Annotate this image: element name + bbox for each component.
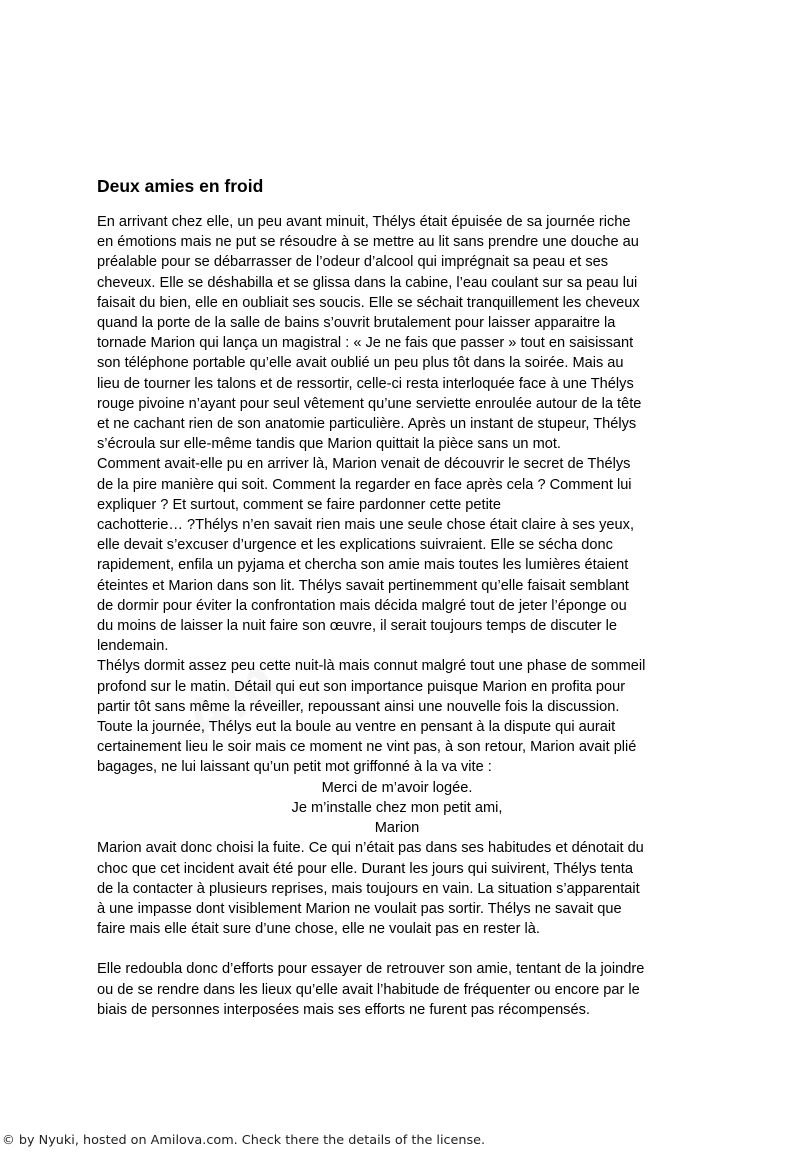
text-line: biais de personnes interposées mais ses efforts ne furent pas récompensés. (97, 1001, 590, 1018)
text-line: en émotions mais ne put se résoudre à se mettre au lit sans prendre une douche au (97, 234, 639, 251)
text-line: tornade Marion qui lança un magistral : « Je ne fais que passer » tout en saisissant (97, 335, 634, 352)
text-line: elle devait s’excuser d’urgence et les explications suivraient. Elle se sécha donc (97, 537, 613, 554)
text-line: faisait du bien, elle en oubliait ses soucis. Elle se séchait tranquillement les cheveux (97, 294, 640, 311)
text-line: de la pire manière qui soit. Comment la regarder en face après cela ? Comment lui (97, 476, 632, 493)
text-line: Elle redoubla donc d’efforts pour essayer de retrouver son amie, tentant de la joindre (97, 961, 645, 978)
license-footer: © by Nyuki, hosted on Amilova.com. Check there the details of the license. (2, 1133, 486, 1148)
text-line: préalable pour se débarrasser de l’odeur d’alcool qui imprégnait sa peau et ses (97, 254, 609, 271)
page-title: Deux amies en froid (97, 176, 264, 196)
text-line: certainement lieu le soir mais ce moment ne vint pas, à son retour, Marion avait plié (97, 739, 637, 756)
text-line: Marion avait donc choisi la fuite. Ce qui n’était pas dans ses habitudes et dénotait du (97, 840, 644, 857)
text-line: partir tôt sans même la réveiller, repoussant ainsi une nouvelle fois la discussion. (97, 698, 620, 715)
text-line: Marion (374, 820, 420, 837)
text-line: choc que cet incident avait été pour elle. Durant les jours qui suivirent, Thélys tenta (97, 860, 633, 877)
document-page (97, 174, 709, 1020)
text-line: à une impasse dont visiblement Marion ne voulait pas sortir. Thélys ne savait que (97, 900, 622, 917)
text-line: et ne cachant rien de son anatomie particulière. Après un instant de stupeur, Thélys (97, 416, 637, 433)
text-line: Je m’installe chez mon petit ami, (291, 799, 503, 816)
text-line: Merci de m’avoir logée. (321, 779, 473, 796)
text-line: son téléphone portable qu’elle avait oublié un peu plus tôt dans la soirée. Mais au (97, 355, 624, 372)
text-line: profond sur le matin. Détail qui eut son importance puisque Marion en profita pour (97, 678, 626, 695)
paragraph-gap (97, 939, 709, 959)
text-line: lieu de tourner les talons et de ressortir, celle-ci resta interloquée face à une Thélys (97, 375, 634, 392)
text-line: s’écroula sur elle-même tandis que Marion quittait la pièce sans un mot. (97, 436, 561, 453)
text-line: Toute la journée, Thélys eut la boule au ventre en pensant à la dispute qui aurait (97, 719, 616, 736)
story-paragraphs (97, 212, 709, 778)
text-line: lendemain. (97, 638, 169, 655)
text-line: cheveux. Elle se déshabilla et se glissa dans la cabine, l’eau coulant sur sa peau lui (97, 274, 638, 291)
text-line: éteintes et Marion dans son lit. Thélys savait pertinemment qu’elle faisait semblant (97, 577, 629, 594)
text-line: de dormir pour éviter la confrontation mais décida malgré tout de jeter l’éponge ou (97, 597, 627, 614)
text-line: cachotterie… ?Thélys n’en savait rien mais une seule chose était claire à ses yeux, (97, 517, 634, 534)
text-line: rapidement, enfila un pyjama et chercha son amie mais toutes les lumières étaient (97, 557, 629, 574)
story-paragraphs-after-note (97, 838, 709, 939)
text-line: Comment avait-elle pu en arriver là, Marion venait de découvrir le secret de Thélys (97, 456, 631, 473)
story-body (97, 212, 709, 1020)
story-final-paragraph (97, 959, 709, 1020)
text-line: expliquer ? Et surtout, comment se faire pardonner cette petite (97, 496, 501, 513)
text-line: rouge pivoine n’ayant pour seul vêtement qu’une serviette enroulée autour de la tête (97, 395, 642, 412)
text-line: quand la porte de la salle de bains s’ouvrit brutalement pour laisser apparaitre la (97, 315, 616, 332)
text-line: bagages, ne lui laissant qu’un petit mot griffonné à la va vite : (97, 759, 492, 776)
handwritten-note (97, 778, 709, 839)
text-line: de la contacter à plusieurs reprises, mais toujours en vain. La situation s’apparentait (97, 880, 640, 897)
text-line: ou de se rendre dans les lieux qu’elle avait l’habitude de fréquenter ou encore par le (97, 981, 640, 998)
text-line: du moins de laisser la nuit faire son œuvre, il serait toujours temps de discuter le (97, 618, 617, 635)
text-line: faire mais elle était sure d’une chose, elle ne voulait pas en rester là. (97, 921, 540, 938)
text-line: En arrivant chez elle, un peu avant minuit, Thélys était épuisée de sa journée riche (97, 214, 631, 230)
text-line: Thélys dormit assez peu cette nuit-là mais connut malgré tout une phase de sommeil (97, 658, 646, 675)
